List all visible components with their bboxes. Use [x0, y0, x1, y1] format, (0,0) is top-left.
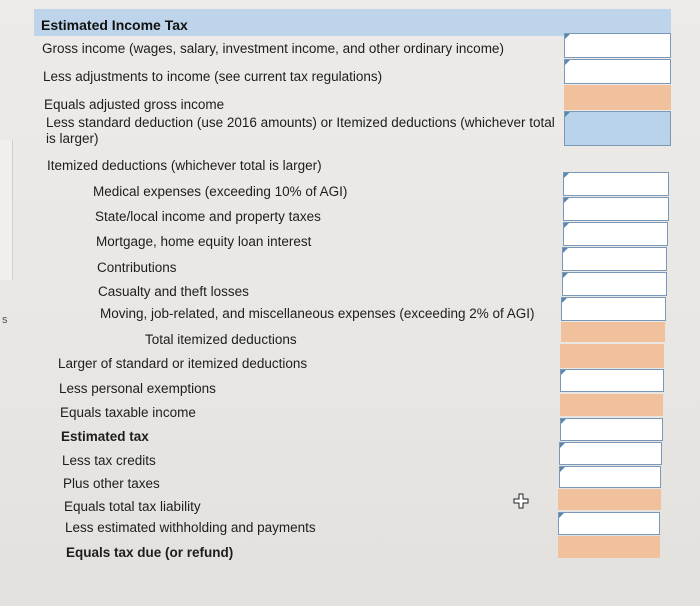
calc-tax-due	[558, 536, 660, 558]
calc-larger-of	[560, 344, 664, 368]
label-less-exemptions: Less personal exemptions	[59, 381, 216, 396]
input-medical[interactable]	[563, 172, 669, 196]
calc-taxable-income	[560, 394, 663, 416]
calc-total-itemized	[561, 322, 665, 342]
label-tax-due: Equals tax due (or refund)	[66, 545, 234, 560]
input-less-adjustments[interactable]	[564, 59, 671, 84]
input-less-credits[interactable]	[559, 442, 662, 465]
input-contributions[interactable]	[562, 247, 667, 271]
section-title: Estimated Income Tax	[41, 17, 188, 33]
move-cursor-icon	[513, 493, 529, 509]
label-equals-agi: Equals adjusted gross income	[44, 97, 225, 112]
input-state-local[interactable]	[563, 197, 669, 221]
input-casualty[interactable]	[562, 272, 667, 296]
calc-equals-agi	[564, 85, 671, 110]
label-state-local: State/local income and property taxes	[95, 209, 321, 224]
label-less-credits: Less tax credits	[62, 453, 156, 468]
label-casualty: Casualty and theft losses	[98, 284, 249, 299]
margin-letter: s	[2, 314, 8, 326]
section-header	[34, 9, 671, 36]
label-less-adjustments: Less adjustments to income (see current tax regulations)	[43, 69, 383, 84]
input-moving[interactable]	[561, 297, 666, 321]
label-itemized-header: Itemized deductions (whichever total is larger)	[47, 158, 322, 173]
input-less-withholding[interactable]	[558, 512, 660, 535]
label-total-liability: Equals total tax liability	[64, 499, 201, 514]
label-plus-other: Plus other taxes	[63, 476, 160, 491]
label-mortgage: Mortgage, home equity loan interest	[96, 234, 312, 249]
input-mortgage[interactable]	[563, 222, 668, 246]
input-gross-income[interactable]	[564, 33, 671, 58]
label-total-itemized: Total itemized deductions	[145, 332, 297, 347]
label-contributions: Contributions	[97, 260, 177, 275]
calc-total-liability	[558, 489, 661, 510]
input-estimated-tax[interactable]	[560, 418, 663, 441]
input-less-exemptions[interactable]	[560, 369, 664, 392]
left-panel-edge	[0, 140, 13, 280]
label-moving: Moving, job-related, and miscellaneous expenses (exceeding 2% of AGI)	[100, 306, 535, 321]
label-estimated-tax: Estimated tax	[61, 429, 149, 444]
label-medical: Medical expenses (exceeding 10% of AGI)	[93, 184, 348, 199]
label-gross-income: Gross income (wages, salary, investment income, and other ordinary income)	[42, 41, 504, 56]
input-less-standard-deduction[interactable]	[564, 111, 671, 146]
label-less-standard-deduction: Less standard deduction (use 2016 amounts) or Itemized deductions (whichever total is larger)	[46, 115, 555, 146]
label-taxable-income: Equals taxable income	[60, 405, 196, 420]
input-plus-other[interactable]	[559, 466, 661, 488]
label-larger-of: Larger of standard or itemized deductions	[58, 356, 308, 371]
label-less-withholding: Less estimated withholding and payments	[65, 520, 316, 535]
